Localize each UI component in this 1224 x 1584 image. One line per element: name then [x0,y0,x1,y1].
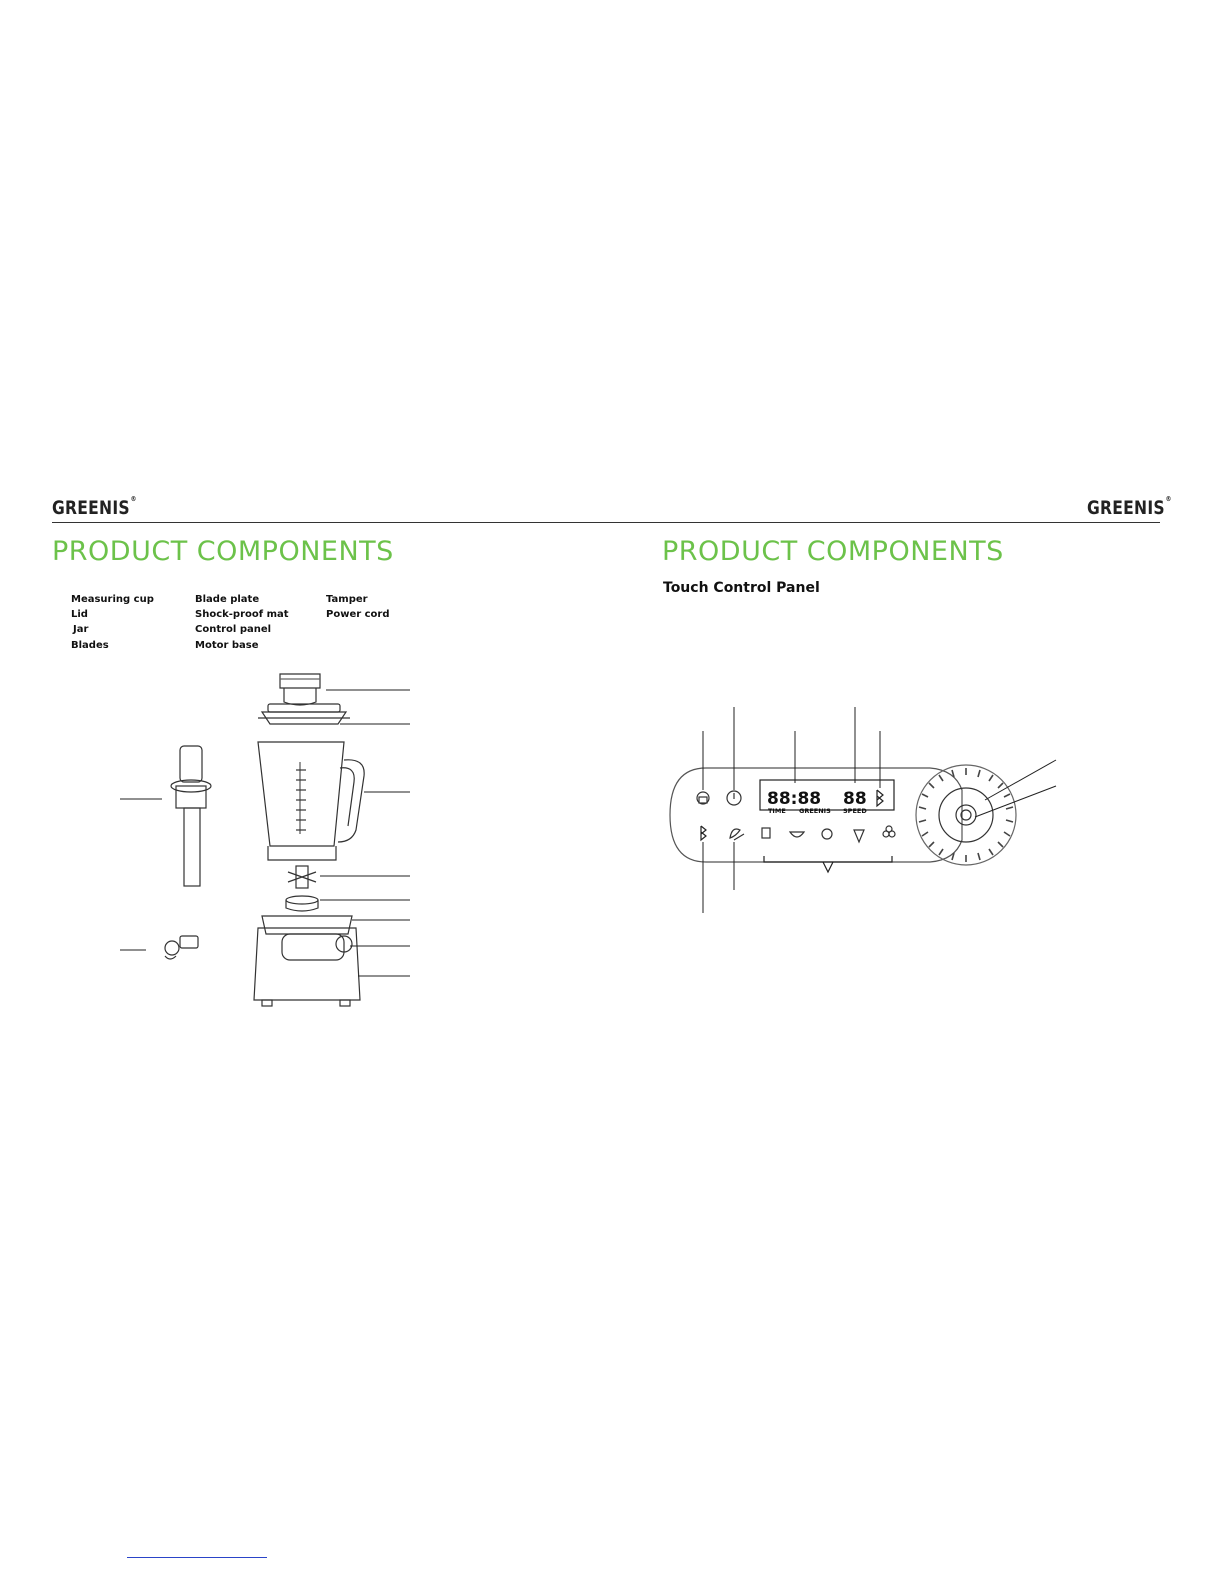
component-label: Blades [71,640,109,651]
ice-cream-icon [854,830,864,842]
display-label-time: TIME [768,807,786,815]
power-icon [727,791,741,805]
touch-control-panel-diagram [660,700,1060,920]
lid-drawing [258,704,350,724]
component-label: Blade plate [195,594,260,605]
smoothie-icon [762,828,770,838]
component-label: Jar [73,624,89,635]
component-label: Power cord [326,609,390,620]
component-label: Tamper [326,594,368,605]
jar-drawing [258,742,364,860]
motor-base-drawing [254,916,360,1006]
blender-exploded-diagram [100,664,420,1020]
component-label: Lid [71,609,88,620]
brand-logo-right: GREENIS® [1087,495,1172,519]
link-underline[interactable] [127,1557,267,1558]
soup-icon [790,832,804,837]
greens-icon [730,829,744,840]
component-label: Control panel [195,624,272,635]
dial-ticks [919,768,1013,862]
component-label: Measuring cup [71,594,154,605]
blade-plate-drawing [286,896,318,911]
page-title-right: PRODUCT COMPONENTS [662,536,1004,567]
nut-icon [822,829,832,839]
page-title-left: PRODUCT COMPONENTS [52,536,394,567]
component-label: Shock-proof mat [195,609,289,620]
bluetooth-icon [877,790,883,806]
blades-drawing [288,866,316,888]
tamper-drawing [171,746,211,886]
brand-logo-left: GREENIS® [52,495,137,519]
header-rule [52,522,1160,523]
measuring-cup-drawing [280,674,320,705]
panel-outline [670,768,962,862]
ice-icon [883,826,895,837]
display-label-speed: SPEED [843,807,867,815]
section-subtitle: Touch Control Panel [663,580,820,596]
lock-icon [697,792,709,804]
display-label-greenis: GREENIS [799,807,831,815]
display-time-digits: 88:88 [767,789,822,809]
bluetooth-icon [701,826,706,840]
component-label: Motor base [195,640,259,651]
power-cord-drawing [165,936,198,959]
display-speed-digits: 88 [843,789,867,809]
dial-knob-icon [916,765,1016,865]
